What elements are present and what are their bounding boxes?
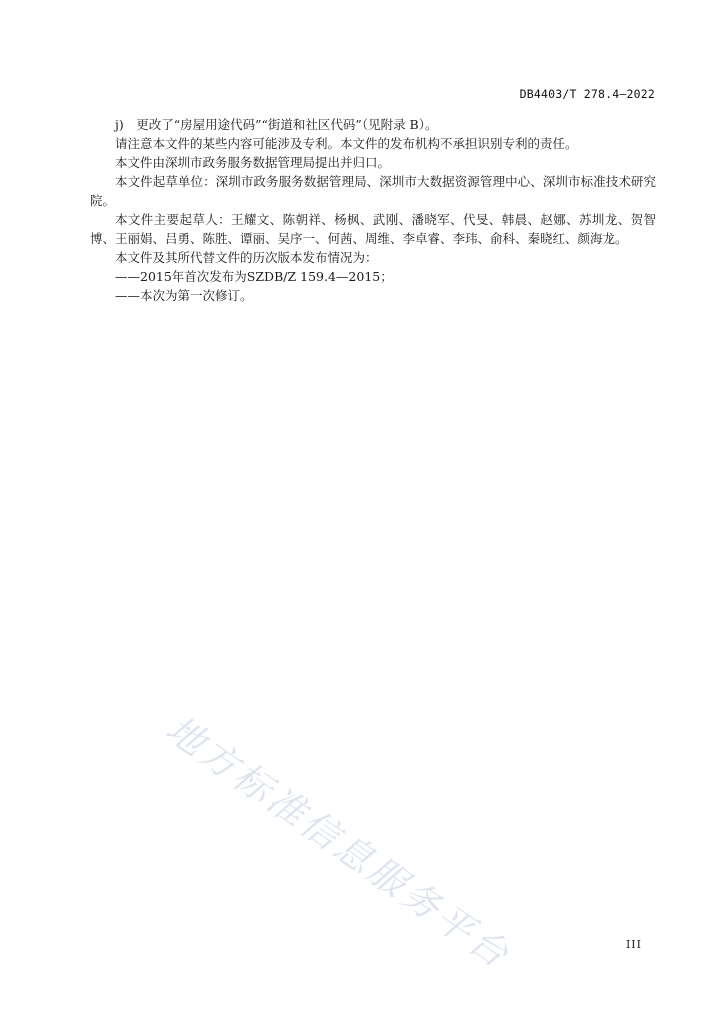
version-history-item: ——本次为第一次修订。: [115, 288, 253, 303]
version-history-item: ——2015年首次发布为SZDB/Z 159.4—2015；: [115, 269, 393, 284]
document-body: [90, 115, 656, 305]
drafting-units: 本文件起草单位：深圳市政务服务数据管理局、深圳市大数据资源管理中心、深圳市标准技术研究院。: [90, 174, 656, 208]
proposer-statement: 本文件由深圳市政务服务数据管理局提出并归口。: [115, 155, 391, 170]
page-number: III: [625, 938, 642, 951]
standard-code: DB4403/T 278.4—2022: [519, 87, 655, 101]
watermark: 地方标准信息服务平台: [158, 707, 519, 978]
version-history-intro: 本文件及其所代替文件的历次版本发布情况为：: [115, 250, 378, 265]
main-drafters: 本文件主要起草人：王耀文、陈朝祥、杨枫、武刚、潘晓军、代旻、韩晨、赵娜、苏圳龙、贺智博、王丽娟、吕勇、陈胜、谭丽、吴序一、何茜、周维、李卓睿、李玮、俞科、秦晓红、颜海龙。: [90, 212, 656, 246]
patent-notice: 请注意本文件的某些内容可能涉及专利。本文件的发布机构不承担识别专利的责任。: [115, 136, 578, 151]
revision-item-j: j) 更改了“房屋用途代码”“街道和社区代码”（见附录 B）。: [115, 117, 438, 132]
